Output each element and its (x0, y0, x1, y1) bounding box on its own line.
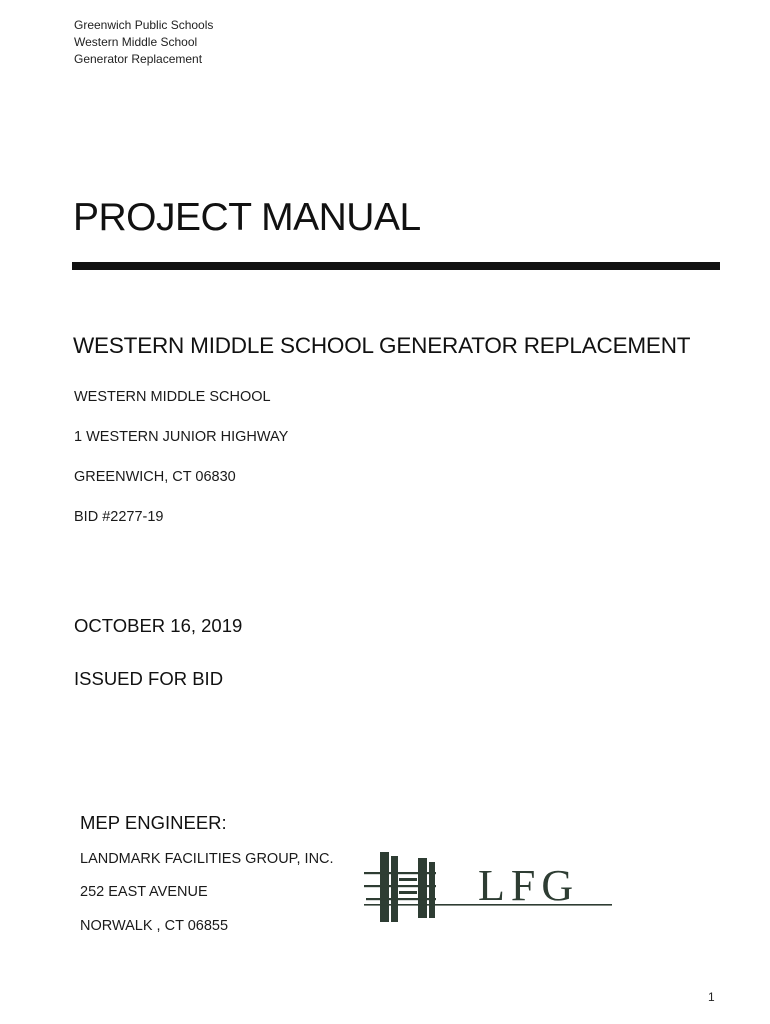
lfg-logo (360, 848, 616, 926)
address-city-state-zip: GREENWICH, CT 06830 (74, 469, 236, 485)
address-street: 1 WESTERN JUNIOR HIGHWAY (74, 429, 289, 445)
header-line-project: Generator Replacement (74, 52, 203, 66)
header-line-school: Western Middle School (74, 35, 198, 49)
title-rule-divider (72, 262, 720, 270)
issue-date: OCTOBER 16, 2019 (74, 615, 243, 636)
project-name-heading: WESTERN MIDDLE SCHOOL GENERATOR REPLACEMENT (73, 333, 691, 358)
issue-status: ISSUED FOR BID (74, 668, 224, 689)
page-number: 1 (708, 990, 715, 1004)
engineer-street: 252 EAST AVENUE (80, 884, 208, 900)
mep-engineer-label: MEP ENGINEER: (80, 812, 227, 833)
header-line-school-district: Greenwich Public Schools (74, 18, 214, 32)
page-title: PROJECT MANUAL (73, 196, 421, 239)
engineer-city-state-zip: NORWALK , CT 06855 (80, 918, 229, 934)
engineer-firm-name: LANDMARK FACILITIES GROUP, INC. (80, 851, 334, 867)
address-school-name: WESTERN MIDDLE SCHOOL (74, 389, 271, 405)
bid-number: BID #2277-19 (74, 509, 164, 525)
lfg-logo-text: LFG (478, 861, 580, 910)
